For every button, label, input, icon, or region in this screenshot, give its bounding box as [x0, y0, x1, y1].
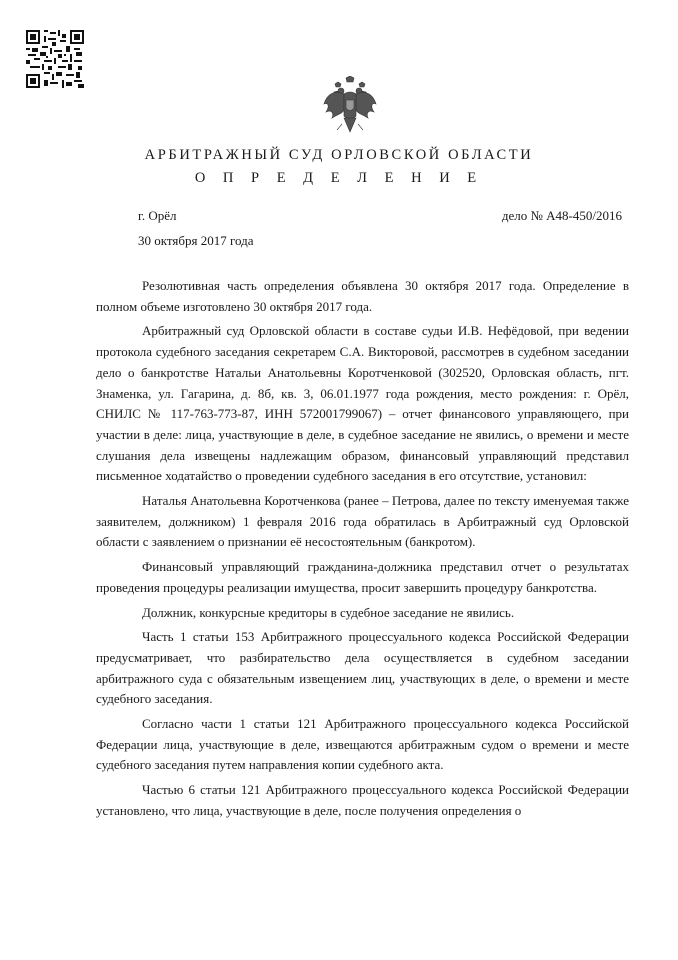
paragraph: Часть 1 статьи 153 Арбитражного процессуального кодекса Российской Федерации предусматривает, что разбирательство дела осуществляется в судебном заседании арбитражного суда с обязательным извещением лиц, участвующих в деле, о времени и месте судебного заседания. [96, 629, 629, 707]
qr-code-icon [26, 30, 84, 88]
case-number: дело № А48-450/2016 [501, 208, 622, 223]
document-body [96, 276, 629, 826]
document-type-title: О П Р Е Д Е Л Е Н И Е [194, 170, 484, 186]
paragraph: Резолютивная часть определения объявлена 30 октября 2017 года. Определение в полном объеме изготовлено 30 октября 2017 года. [96, 278, 629, 314]
coat-of-arms-icon [322, 76, 378, 138]
paragraph: Наталья Анатольевна Коротченкова (ранее – Петрова, далее по тексту именуемая также заявителем, должником) 1 февраля 2016 года обратилась в Арбитражный суд Орловской области с заявлением о признании её несостоятельным (банкротом). [96, 493, 629, 550]
paragraph: Арбитражный суд Орловской области в составе судьи И.В. Нефёдовой, при ведении протокола судебного заседания секретарем С.А. Викторовой, рассмотрев в судебном заседании дело о банкротстве Натальи Анатольевны Коротченковой (302520, Орловская область, пгт. Знаменка, ул. Гагарина, д. 8б, кв. 3, 06.01.1977 года рождения, место рождения: г. Орёл, СНИЛС № 117-763-773-87, ИНН 572001799067) – отчет финансового управляющего, при участии в деле: лица, участвующие в деле, в судебное заседание не явились, о времени и месте слушания дела извещены надлежащим образом, финансовый управляющий представил письменное ходатайство о проведении судебного заседания в его отсутствие, установил: [96, 323, 629, 484]
paragraph: Должник, конкурсные кредиторы в судебное заседание не явились. [142, 604, 515, 620]
paragraph: Финансовый управляющий гражданина-должника представил отчет о результатах проведения процедуры реализации имущества, просит завершить процедуру банкротства. [96, 559, 629, 595]
paragraph: Согласно части 1 статьи 121 Арбитражного процессуального кодекса Российской Федерации лица, участвующие в деле, извещаются арбитражным судом о времени и месте судебного заседания путем направления копии судебного акта. [96, 716, 629, 773]
city: г. Орёл [138, 208, 177, 223]
document-date: 30 октября 2017 года [138, 233, 254, 248]
paragraph: Частью 6 статьи 121 Арбитражного процессуального кодекса Российской Федерации установлено, что лица, участвующие в деле, после получения определения о [96, 782, 629, 818]
court-name: АРБИТРАЖНЫЙ СУД ОРЛОВСКОЙ ОБЛАСТИ [144, 147, 534, 163]
